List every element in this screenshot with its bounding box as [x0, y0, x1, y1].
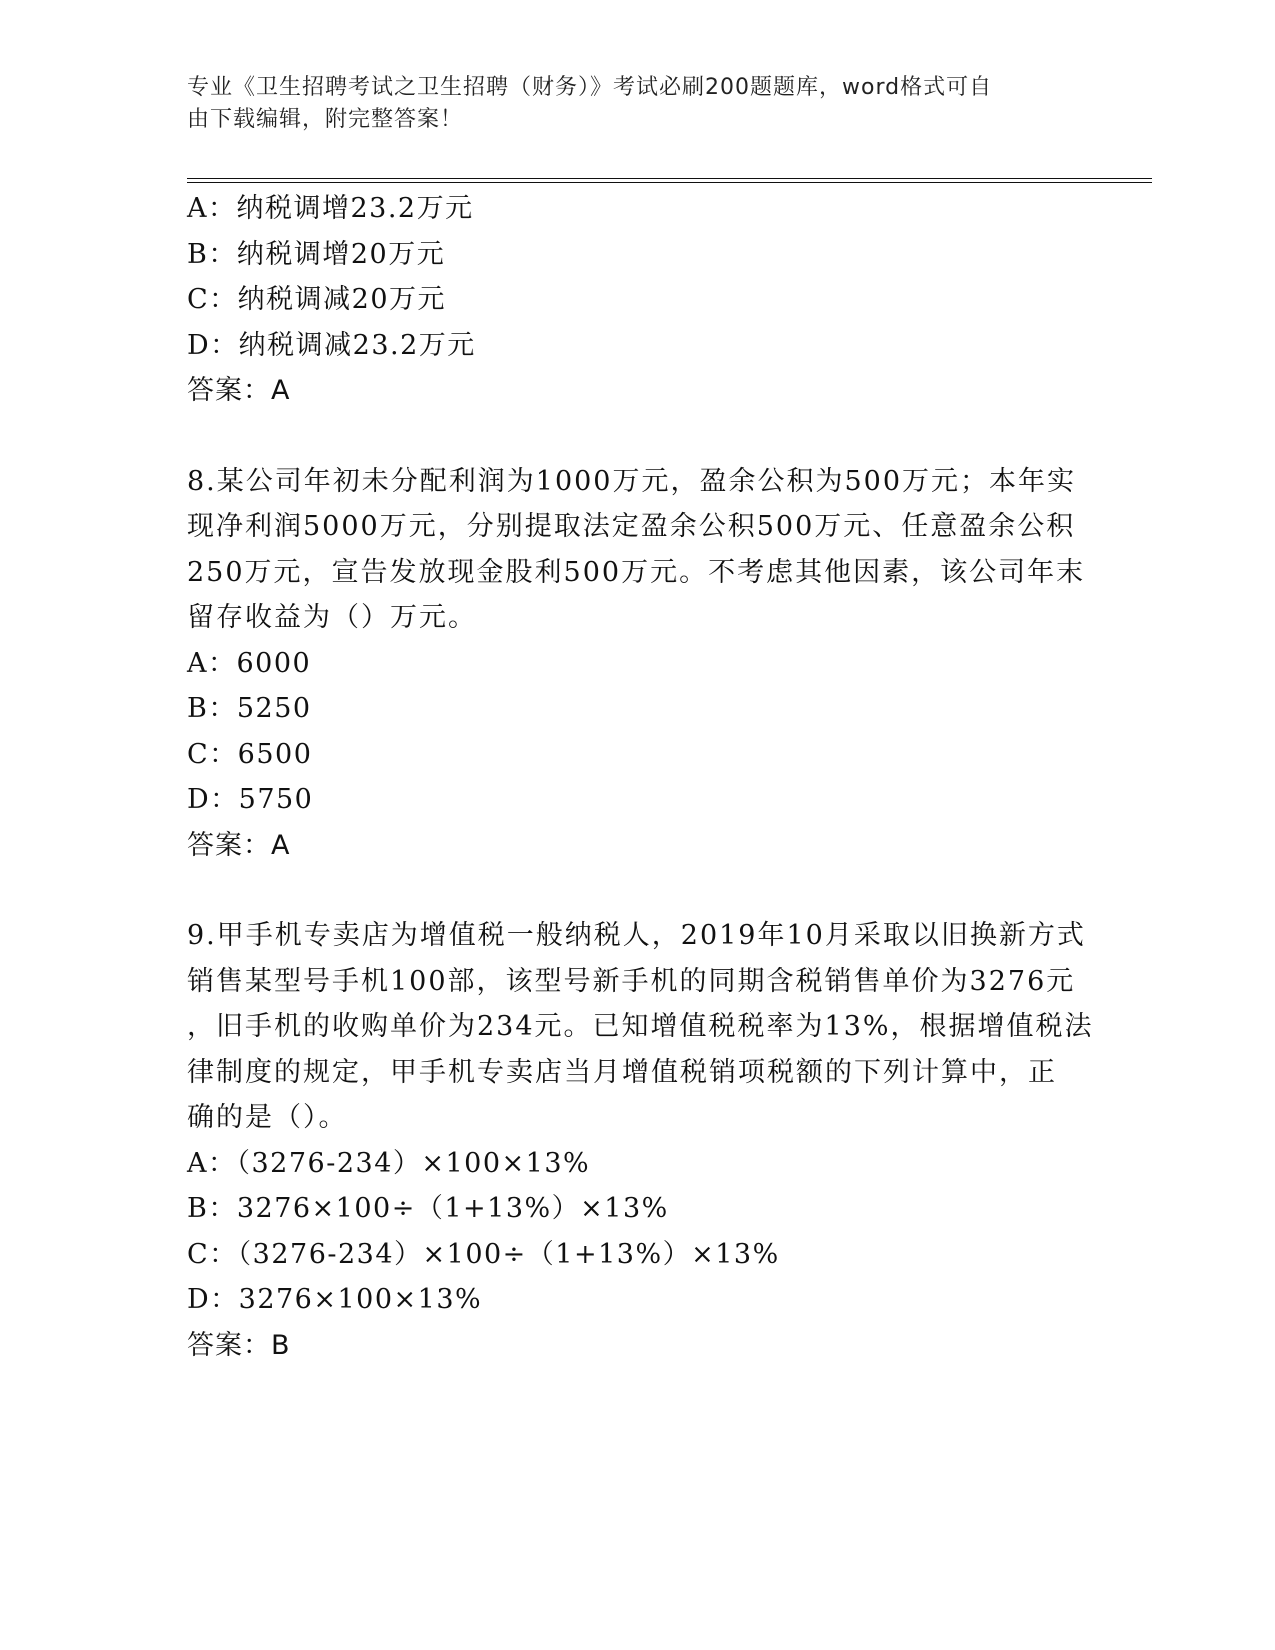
option-c: C：（3276-234）×100÷（1+13%）×13% [187, 1238, 780, 1270]
spacer [187, 868, 1087, 913]
question-stem-line: 销售某型号手机100部，该型号新手机的同期含税销售单价为3276元 [187, 965, 1076, 997]
question-9 [187, 913, 1094, 1368]
answer-line: 答案：A [187, 829, 291, 861]
question-stem-line: 留存收益为（）万元。 [187, 602, 477, 633]
option-a: A：6000 [187, 647, 312, 679]
document-body [187, 186, 1094, 1368]
question-stem-line: 现净利润5000万元，分别提取法定盈余公积500万元、任意盈余公积 [187, 511, 1076, 542]
option-a: A：纳税调增23.2万元 [187, 193, 474, 224]
answer-line: 答案：B [187, 1329, 291, 1361]
spacer [187, 414, 1087, 459]
question-stem-line: 律制度的规定，甲手机专卖店当月增值税销项税额的下列计算中，正 [187, 1056, 1057, 1088]
option-b: B：纳税调增20万元 [187, 238, 446, 270]
question-stem-line: 250万元，宣告发放现金股利500万元。不考虑其他因素，该公司年末 [187, 556, 1086, 588]
question-stem-line: 确的是（）。 [187, 1102, 348, 1133]
option-d: D：5750 [187, 784, 314, 815]
answer-line: 答案：A [187, 375, 291, 406]
option-a: A：（3276-234）×100×13% [187, 1147, 591, 1179]
document-header [187, 72, 1067, 136]
option-c: C：6500 [187, 738, 313, 770]
header-line-2: 由下载编辑，附完整答案！ [187, 107, 464, 132]
question-stem-line: 8.某公司年初未分配利润为1000万元，盈余公积为500万元；本年实 [187, 465, 1077, 497]
option-b: B：5250 [187, 693, 312, 724]
option-d: D：3276×100×13% [187, 1284, 483, 1315]
header-divider-top [187, 178, 1152, 179]
option-d: D：纳税调减23.2万元 [187, 329, 476, 361]
question-8 [187, 459, 1087, 869]
question-stem-line: ，旧手机的收购单价为234元。已知增值税税率为13%，根据增值税法 [187, 1011, 1094, 1042]
question-stem-line: 9.甲手机专卖店为增值税一般纳税人，2019年10月采取以旧换新方式 [187, 920, 1086, 951]
header-divider-bottom [187, 182, 1152, 183]
option-b: B：3276×100÷（1+13%）×13% [187, 1193, 669, 1224]
question-7 [187, 186, 1087, 414]
option-c: C：纳税调减20万元 [187, 284, 447, 315]
header-line-1: 专业《卫生招聘考试之卫生招聘（财务）》考试必刷200题题库，word格式可自 [187, 75, 993, 100]
